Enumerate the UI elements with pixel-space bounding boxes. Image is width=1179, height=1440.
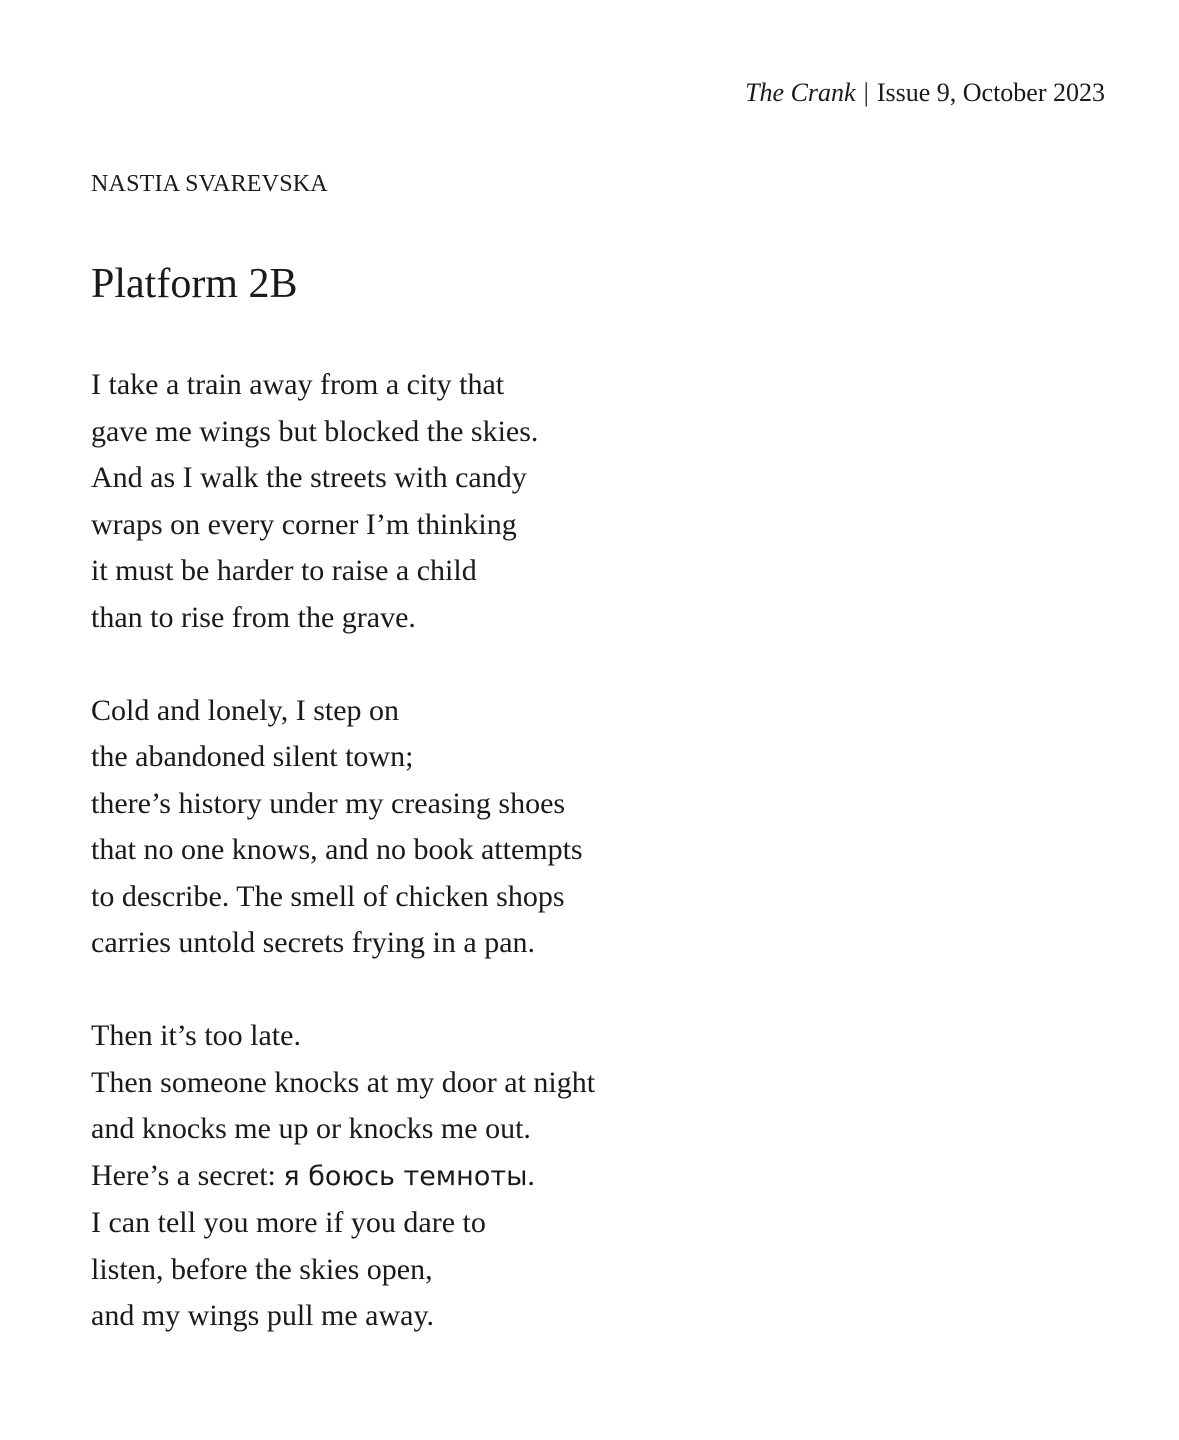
poem-line: And as I walk the streets with candy: [91, 461, 527, 494]
magazine-name: The Crank: [745, 78, 856, 107]
poem-title: Platform 2B: [91, 261, 298, 307]
issue-info: Issue 9, October 2023: [876, 78, 1105, 107]
poem-line: Then it’s too late.: [91, 1019, 301, 1052]
poem-line: it must be harder to raise a child: [91, 554, 477, 587]
author-name: NASTIA SVAREVSKA: [91, 171, 328, 197]
poem-line: I take a train away from a city that: [91, 368, 505, 401]
poem-line-prefix: Here’s a secret:: [91, 1158, 284, 1192]
poem-line: I can tell you more if you dare to: [91, 1206, 486, 1239]
poem-line: listen, before the skies open,: [91, 1252, 433, 1286]
poem-line: to describe. The smell of chicken shops: [91, 879, 565, 913]
poem-line: there’s history under my creasing shoes: [91, 786, 566, 820]
poem-line: carries untold secrets frying in a pan.: [91, 926, 536, 959]
poem-line: the abandoned silent town;: [91, 740, 414, 773]
cyrillic-phrase: я боюсь темноты: [283, 1160, 528, 1192]
poem-line: Then someone knocks at my door at night: [91, 1065, 596, 1099]
poem-line: wraps on every corner I’m thinking: [91, 507, 517, 541]
stanza-3: [91, 1013, 1091, 1340]
poem-line: and my wings pull me away.: [91, 1299, 434, 1332]
stanza-2: [91, 688, 1091, 967]
header-separator: |: [863, 78, 869, 107]
poem-line: and knocks me up or knocks me out.: [91, 1112, 531, 1145]
poem-line: than to rise from the grave.: [91, 600, 416, 634]
poem-line: [91, 1153, 1091, 1201]
poem-line-suffix: .: [527, 1158, 535, 1192]
poem-line: gave me wings but blocked the skies.: [91, 414, 539, 448]
poem-line: Cold and lonely, I step on: [91, 693, 400, 727]
stanza-1: [91, 362, 1091, 641]
running-header: [745, 76, 1105, 110]
poem-line: that no one knows, and no book attempts: [91, 833, 583, 866]
poem-body: [91, 362, 1091, 1386]
